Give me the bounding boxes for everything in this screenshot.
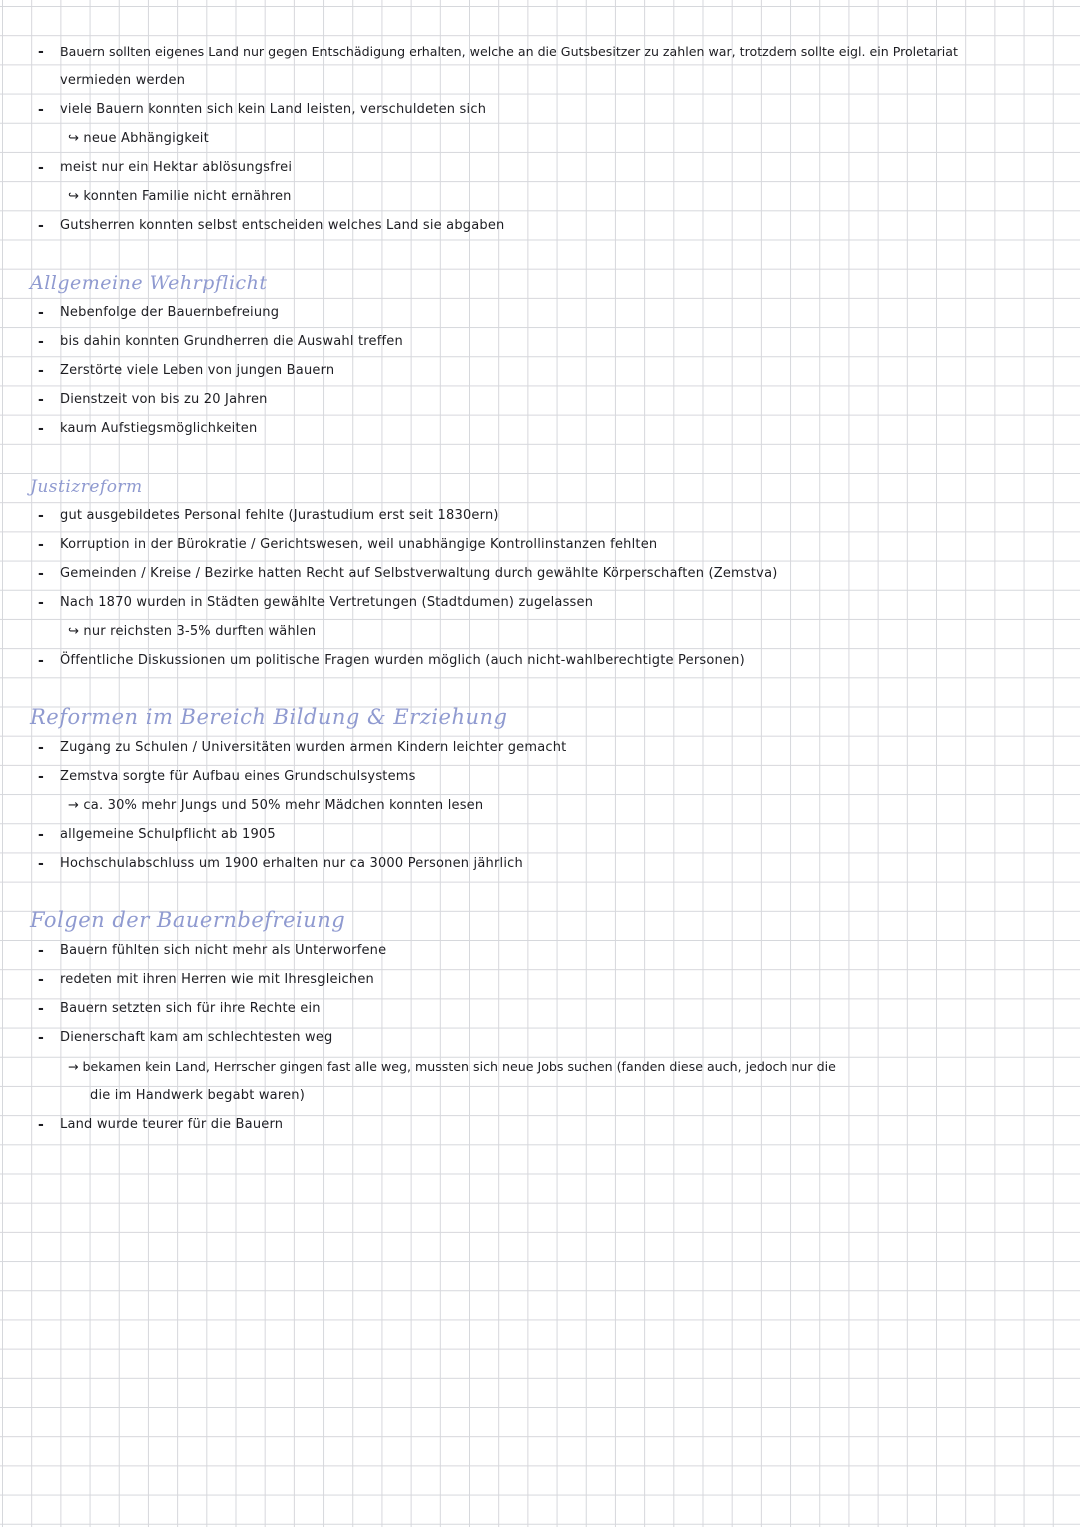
heading-folgen: Folgen der Bauernbefreiung (30, 908, 346, 932)
bullet-marker: - (38, 160, 44, 176)
bullet-marker: - (38, 537, 44, 553)
bullet-marker: - (38, 1030, 44, 1046)
bildung-item-1: Zugang zu Schulen / Universitäten wurden armen Kindern leichter gemacht (60, 740, 567, 755)
justiz-item-4-sub: ↪ nur reichsten 3-5% durften wählen (68, 624, 317, 639)
bullet-marker: - (38, 769, 44, 785)
intro-item-4: Gutsherren konnten selbst entscheiden welches Land sie abgaben (60, 218, 505, 233)
heading-wehrpflicht: Allgemeine Wehrpflicht (30, 272, 268, 294)
bildung-item-2-sub: → ca. 30% mehr Jungs und 50% mehr Mädchen konnten lesen (68, 798, 484, 813)
justiz-item-2: Korruption in der Bürokratie / Gerichtswesen, weil unabhängige Kontrollinstanzen fehlten (60, 537, 658, 552)
justiz-item-1: gut ausgebildetes Personal fehlte (Jurastudium erst seit 1830ern) (60, 508, 499, 523)
intro-item-2-sub: ↪ neue Abhängigkeit (68, 131, 209, 146)
folgen-item-5: Land wurde teurer für die Bauern (60, 1117, 284, 1132)
folgen-item-4-sub-continued: die im Handwerk begabt waren) (90, 1088, 305, 1103)
bullet-marker: - (38, 334, 44, 350)
bullet-marker: - (38, 1001, 44, 1017)
justiz-item-5: Öffentliche Diskussionen um politische Fragen wurden möglich (auch nicht-wahlberechtigte Personen) (60, 653, 745, 668)
bullet-marker: - (38, 827, 44, 843)
wehrpflicht-item-5: kaum Aufstiegsmöglichkeiten (60, 421, 258, 436)
bullet-marker: - (38, 421, 44, 437)
bullet-marker: - (38, 363, 44, 379)
bullet-marker: - (38, 392, 44, 408)
intro-item-1: Bauern sollten eigenes Land nur gegen Entschädigung erhalten, welche an die Gutsbesitzer zu zahlen war, trotzdem sollte eigl. ein Proletariat (60, 44, 958, 59)
folgen-item-1: Bauern fühlten sich nicht mehr als Unterworfene (60, 943, 387, 958)
folgen-item-4-sub: → bekamen kein Land, Herrscher gingen fast alle weg, mussten sich neue Jobs suchen (fanden diese auch, jedoch nur die (68, 1059, 836, 1074)
intro-item-1-continued: vermieden werden (60, 73, 186, 88)
bullet-marker: - (38, 218, 44, 234)
intro-item-3: meist nur ein Hektar ablösungsfrei (60, 160, 293, 175)
folgen-item-4: Dienerschaft kam am schlechtesten weg (60, 1030, 333, 1045)
intro-item-3-sub: ↪ konnten Familie nicht ernähren (68, 189, 292, 204)
bullet-marker: - (38, 44, 44, 60)
bullet-marker: - (38, 566, 44, 582)
folgen-item-2: redeten mit ihren Herren wie mit Ihresgleichen (60, 972, 374, 987)
bullet-marker: - (38, 305, 44, 321)
bullet-marker: - (38, 943, 44, 959)
bildung-item-4: Hochschulabschluss um 1900 erhalten nur ca 3000 Personen jährlich (60, 856, 523, 871)
heading-bildung: Reformen im Bereich Bildung & Erziehung (30, 705, 508, 729)
bullet-marker: - (38, 595, 44, 611)
bullet-marker: - (38, 102, 44, 118)
bullet-marker: - (38, 653, 44, 669)
bildung-item-3: allgemeine Schulpflicht ab 1905 (60, 827, 276, 842)
bullet-marker: - (38, 1117, 44, 1133)
bullet-marker: - (38, 972, 44, 988)
heading-justizreform: Justizreform (30, 477, 143, 497)
bildung-item-2: Zemstva sorgte für Aufbau eines Grundschulsystems (60, 769, 416, 784)
wehrpflicht-item-2: bis dahin konnten Grundherren die Auswahl treffen (60, 334, 403, 349)
wehrpflicht-item-1: Nebenfolge der Bauernbefreiung (60, 305, 280, 320)
justiz-item-4: Nach 1870 wurden in Städten gewählte Vertretungen (Stadtdumen) zugelassen (60, 595, 594, 610)
bullet-marker: - (38, 740, 44, 756)
justiz-item-3: Gemeinden / Kreise / Bezirke hatten Recht auf Selbstverwaltung durch gewählte Körperschaften (Zemstva) (60, 566, 778, 581)
bullet-marker: - (38, 856, 44, 872)
wehrpflicht-item-4: Dienstzeit von bis zu 20 Jahren (60, 392, 268, 407)
bullet-marker: - (38, 508, 44, 524)
folgen-item-3: Bauern setzten sich für ihre Rechte ein (60, 1001, 321, 1016)
intro-item-2: viele Bauern konnten sich kein Land leisten, verschuldeten sich (60, 102, 487, 117)
wehrpflicht-item-3: Zerstörte viele Leben von jungen Bauern (60, 363, 335, 378)
